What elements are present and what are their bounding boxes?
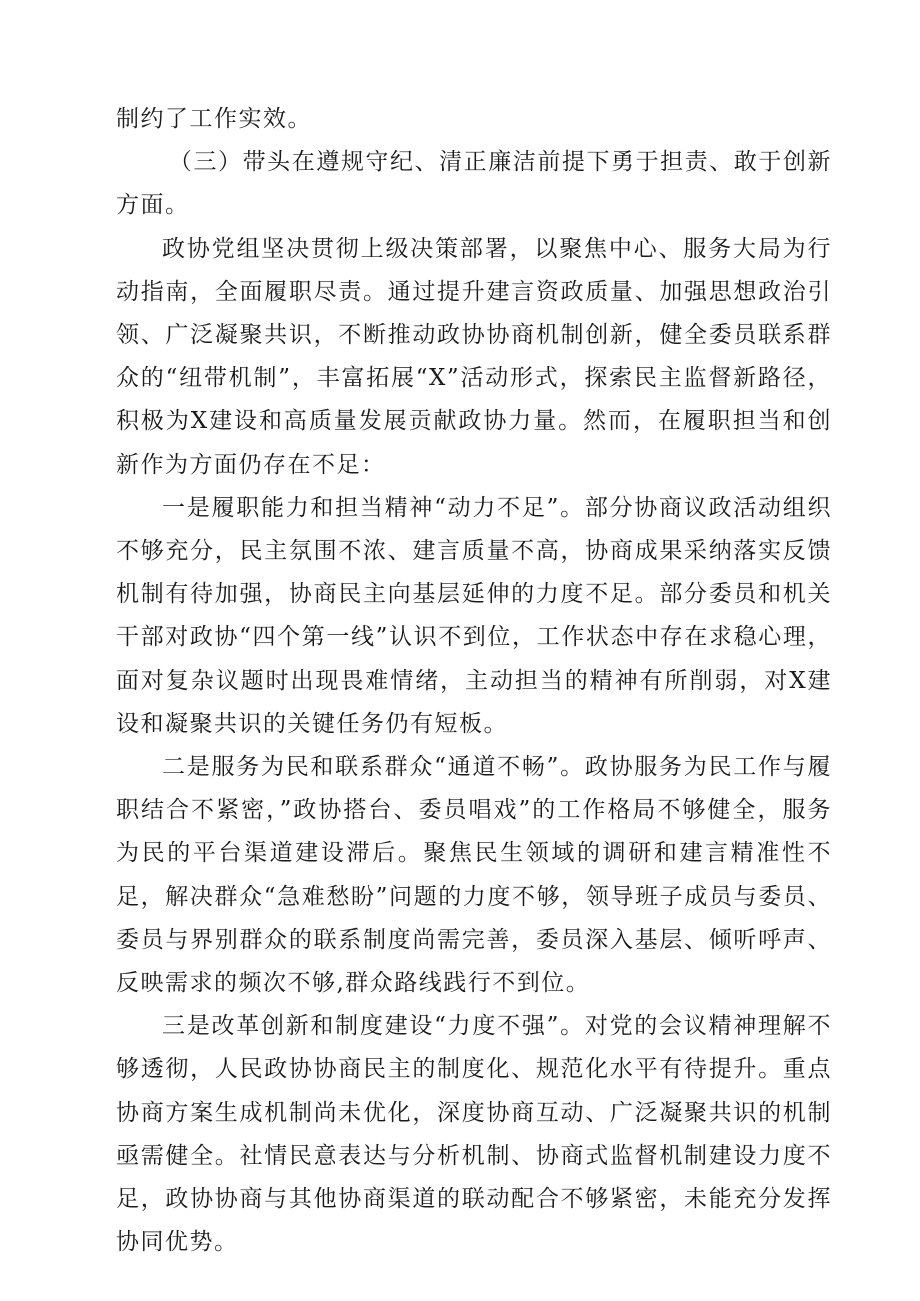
paragraph-point-three: 三是改革创新和制度建设“力度不强”。对党的会议精神理解不够透彻，人民政协协商民主的制度化、规范化水平有待提升。重点协商方案生成机制尚未优化，深度协商互动、广泛凝聚共识的机制亟需健全。社情民意表达与分析机制、协商式监督机制建设力度不足，政协协商与其他协商渠道的联动配合不够紧密，未能充分发挥协同优势。 <box>116 1013 832 1256</box>
document-body <box>116 98 832 1264</box>
paragraph-continuation: 制约了工作实效。 <box>116 106 312 132</box>
paragraph-point-one: 一是履职能力和担当精神“动力不足”。部分协商议政活动组织不够充分，民主氛围不浓、建言质量不高，协商成果采纳落实反馈机制有待加强，协商民主向基层延伸的力度不足。部分委员和机关干部对政协“四个第一线”认识不到位，工作状态中存在求稳心理，面对复杂议题时出现畏难情绪，主动担当的精神有所削弱，对X建设和凝聚共识的关键任务仍有短板。 <box>116 494 832 737</box>
section-heading: （三）带头在遵规守纪、清正廉洁前提下勇于担责、敢于创新方面。 <box>116 149 832 219</box>
paragraph-intro: 政协党组坚决贯彻上级决策部署，以聚焦中心、服务大局为行动指南，全面履职尽责。通过提升建言资政质量、加强思想政治引领、广泛凝聚共识，不断推动政协协商机制创新，健全委员联系群众的“纽带机制”，丰富拓展“X”活动形式，探索民主监督新路径，积极为X建设和高质量发展贡献政协力量。然而，在履职担当和创新作为方面仍存在不足： <box>116 235 832 478</box>
paragraph-point-two: 二是服务为民和联系群众“通道不畅”。政协服务为民工作与履职结合不紧密，”政协搭台、委员唱戏”的工作格局不够健全，服务为民的平台渠道建设滞后。聚焦民生领域的调研和建言精准性不足，解决群众“急难愁盼”问题的力度不够，领导班子成员与委员、委员与界别群众的联系制度尚需完善，委员深入基层、倾听呼声、反映需求的频次不够,群众路线践行不到位。 <box>116 754 832 997</box>
